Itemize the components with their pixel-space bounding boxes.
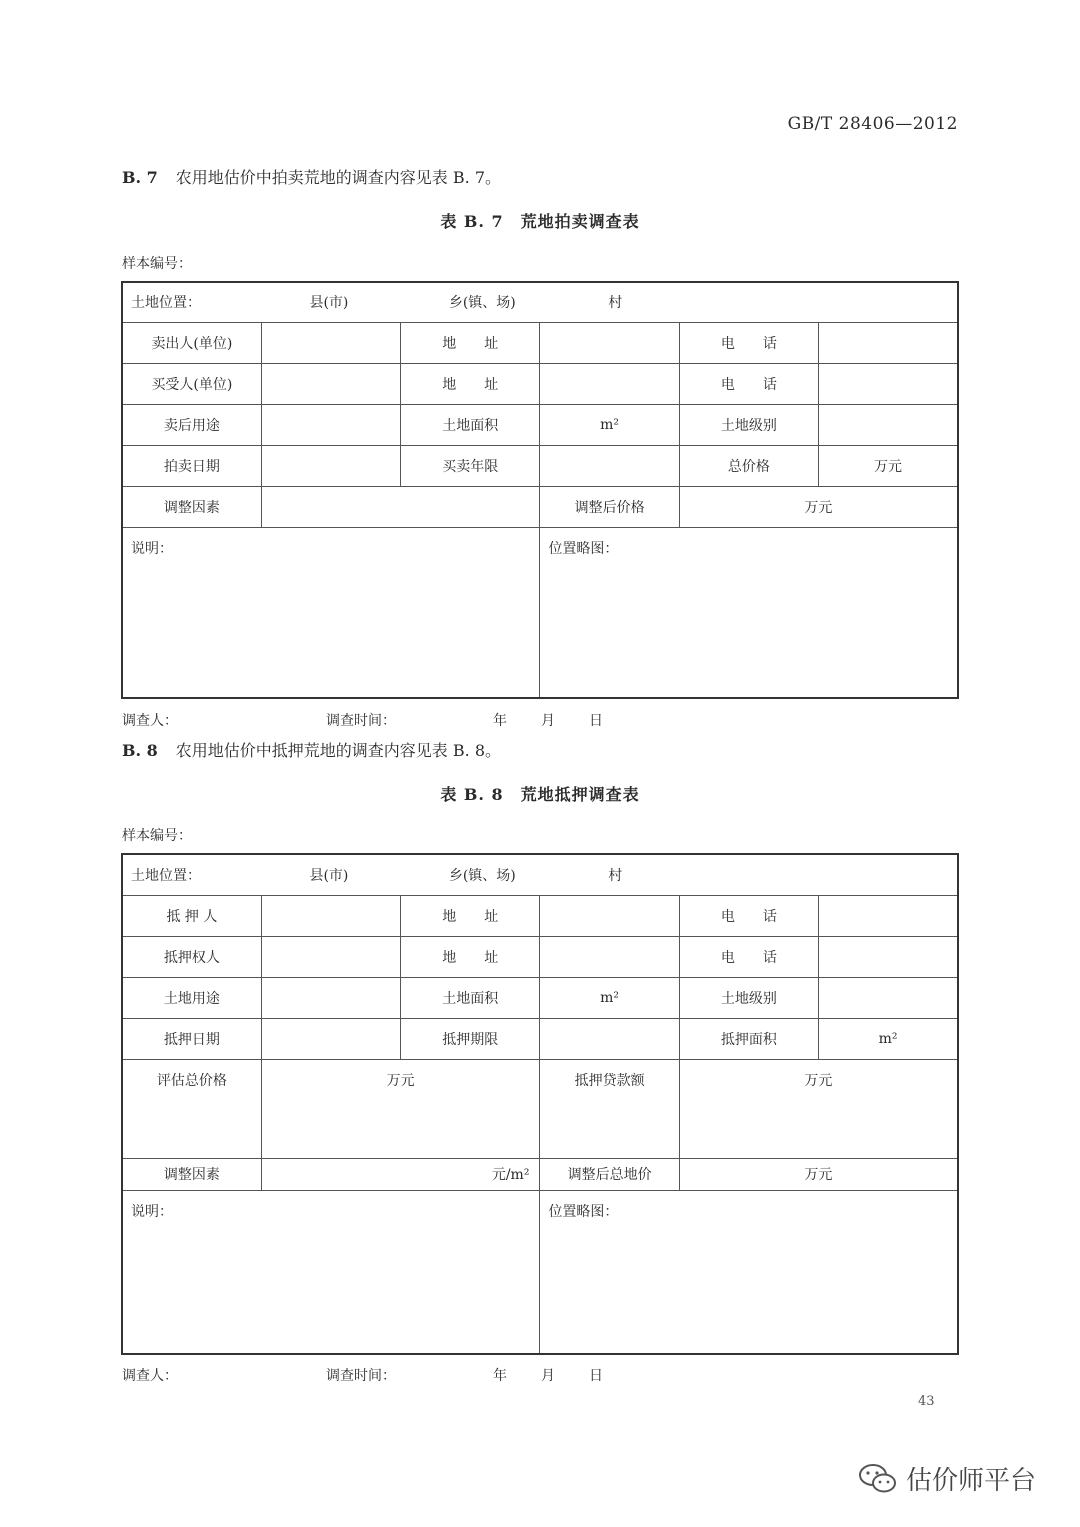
auction-date-label: 拍卖日期 <box>122 445 261 486</box>
land-location-cell <box>122 282 958 322</box>
year-label: 年 <box>493 713 507 729</box>
b8-sample-number-label: 样本编号： <box>122 828 192 844</box>
page-number: 43 <box>918 1394 935 1409</box>
loan-amount-unit: 万元 <box>679 1059 958 1158</box>
land-grade-value[interactable] <box>819 977 958 1018</box>
standard-number: GB/T 28406—2012 <box>787 114 958 134</box>
auction-date-value[interactable] <box>261 445 400 486</box>
table-row <box>122 322 958 363</box>
clause-b8 <box>122 738 501 761</box>
seller-value[interactable] <box>261 322 400 363</box>
table-row <box>122 1018 958 1059</box>
table-b7-caption: 表 B. 7 荒地拍卖调查表 <box>440 212 640 231</box>
eval-total-price-label: 评估总价格 <box>122 1059 261 1158</box>
month-label: 月 <box>541 713 555 729</box>
sale-term-label: 买卖年限 <box>401 445 540 486</box>
survey-time-label: 调查时间： <box>326 713 396 729</box>
month-label: 月 <box>541 1368 555 1384</box>
county-label: 县(市) <box>309 867 349 884</box>
clause-b8-number: B. 8 <box>122 741 158 760</box>
note-label: 说明： <box>122 527 540 698</box>
table-row <box>122 895 958 936</box>
watermark-text: 估价师平台 <box>906 1466 1037 1496</box>
phone-value[interactable] <box>819 322 958 363</box>
table-row <box>122 282 958 322</box>
town-label: 乡(镇、场) <box>448 867 516 884</box>
land-location-label: 土地位置： <box>131 867 201 884</box>
seller-label: 卖出人(单位) <box>122 322 261 363</box>
adjusted-total-label: 调整后总地价 <box>540 1158 679 1190</box>
table-row <box>122 1059 958 1158</box>
address-value[interactable] <box>540 895 679 936</box>
address-value[interactable] <box>540 936 679 977</box>
table-row <box>122 936 958 977</box>
watermark <box>858 1460 1036 1497</box>
table-row <box>122 527 958 698</box>
land-use-value[interactable] <box>261 977 400 1018</box>
phone-label: 电 话 <box>679 322 818 363</box>
land-area-label: 土地面积 <box>401 977 540 1018</box>
eval-total-price-unit: 万元 <box>261 1059 540 1158</box>
adjusted-price-unit: 万元 <box>679 486 958 527</box>
year-label: 年 <box>493 1368 507 1384</box>
buyer-value[interactable] <box>261 363 400 404</box>
adjust-factor-value[interactable] <box>261 486 540 527</box>
phone-value[interactable] <box>819 363 958 404</box>
village-label: 村 <box>608 867 623 884</box>
phone-value[interactable] <box>819 895 958 936</box>
table-row <box>122 363 958 404</box>
phone-value[interactable] <box>819 936 958 977</box>
land-grade-label: 土地级别 <box>679 404 818 445</box>
use-after-sale-value[interactable] <box>261 404 400 445</box>
b7-footer <box>122 710 603 730</box>
sketch-label: 位置略图： <box>540 527 958 698</box>
table-row <box>122 1158 958 1190</box>
table-row <box>122 1190 958 1354</box>
total-price-unit: 万元 <box>819 445 958 486</box>
land-grade-label: 土地级别 <box>679 977 818 1018</box>
table-row <box>122 445 958 486</box>
table-row <box>122 977 958 1018</box>
address-label: 地 址 <box>401 363 540 404</box>
adjust-factor-unit: 元/m² <box>261 1158 540 1190</box>
use-after-sale-label: 卖后用途 <box>122 404 261 445</box>
wechat-icon <box>858 1463 898 1495</box>
mortgage-area-unit: m² <box>819 1018 958 1059</box>
mortgagee-label: 抵押权人 <box>122 936 261 977</box>
sale-term-value[interactable] <box>540 445 679 486</box>
table-row <box>122 854 958 895</box>
buyer-label: 买受人(单位) <box>122 363 261 404</box>
table-b7 <box>121 281 959 699</box>
b7-sample-number-label: 样本编号： <box>122 256 192 272</box>
adjust-factor-label: 调整因素 <box>122 486 261 527</box>
loan-amount-label: 抵押贷款额 <box>540 1059 679 1158</box>
county-label: 县(市) <box>309 295 349 312</box>
land-use-label: 土地用途 <box>122 977 261 1018</box>
mortgage-term-value[interactable] <box>540 1018 679 1059</box>
address-label: 地 址 <box>401 895 540 936</box>
phone-label: 电 话 <box>679 936 818 977</box>
land-area-unit: m² <box>540 977 679 1018</box>
address-label: 地 址 <box>401 936 540 977</box>
mortgage-term-label: 抵押期限 <box>401 1018 540 1059</box>
clause-b7-number: B. 7 <box>122 168 158 187</box>
phone-label: 电 话 <box>679 363 818 404</box>
note-label: 说明： <box>122 1190 540 1354</box>
b8-footer <box>122 1365 603 1385</box>
land-grade-value[interactable] <box>819 404 958 445</box>
table-b8-caption: 表 B. 8 荒地抵押调查表 <box>440 785 640 804</box>
surveyor-label: 调查人： <box>122 713 178 729</box>
clause-b7-text: 农用地估价中拍卖荒地的调查内容见表 B. 7。 <box>175 168 501 187</box>
day-label: 日 <box>589 1368 603 1384</box>
clause-b8-text: 农用地估价中抵押荒地的调查内容见表 B. 8。 <box>175 741 501 760</box>
table-row <box>122 404 958 445</box>
land-area-label: 土地面积 <box>401 404 540 445</box>
land-location-cell <box>122 854 958 895</box>
total-price-label: 总价格 <box>679 445 818 486</box>
address-value[interactable] <box>540 322 679 363</box>
clause-b7 <box>122 165 501 188</box>
land-location-label: 土地位置： <box>131 295 201 312</box>
mortgage-date-value[interactable] <box>261 1018 400 1059</box>
land-area-unit: m² <box>540 404 679 445</box>
survey-time-label: 调查时间： <box>326 1368 396 1384</box>
address-value[interactable] <box>540 363 679 404</box>
adjusted-price-label: 调整后价格 <box>540 486 679 527</box>
mortgage-area-label: 抵押面积 <box>679 1018 818 1059</box>
mortgagor-label: 抵 押 人 <box>122 895 261 936</box>
day-label: 日 <box>589 713 603 729</box>
mortgagee-value[interactable] <box>261 936 400 977</box>
phone-label: 电 话 <box>679 895 818 936</box>
town-label: 乡(镇、场) <box>448 295 516 312</box>
mortgage-date-label: 抵押日期 <box>122 1018 261 1059</box>
sketch-label: 位置略图： <box>540 1190 958 1354</box>
table-b8 <box>121 853 959 1355</box>
adjusted-total-unit: 万元 <box>679 1158 958 1190</box>
adjust-factor-label: 调整因素 <box>122 1158 261 1190</box>
address-label: 地 址 <box>401 322 540 363</box>
village-label: 村 <box>608 295 623 312</box>
surveyor-label: 调查人： <box>122 1368 178 1384</box>
table-row <box>122 486 958 527</box>
mortgagor-value[interactable] <box>261 895 400 936</box>
